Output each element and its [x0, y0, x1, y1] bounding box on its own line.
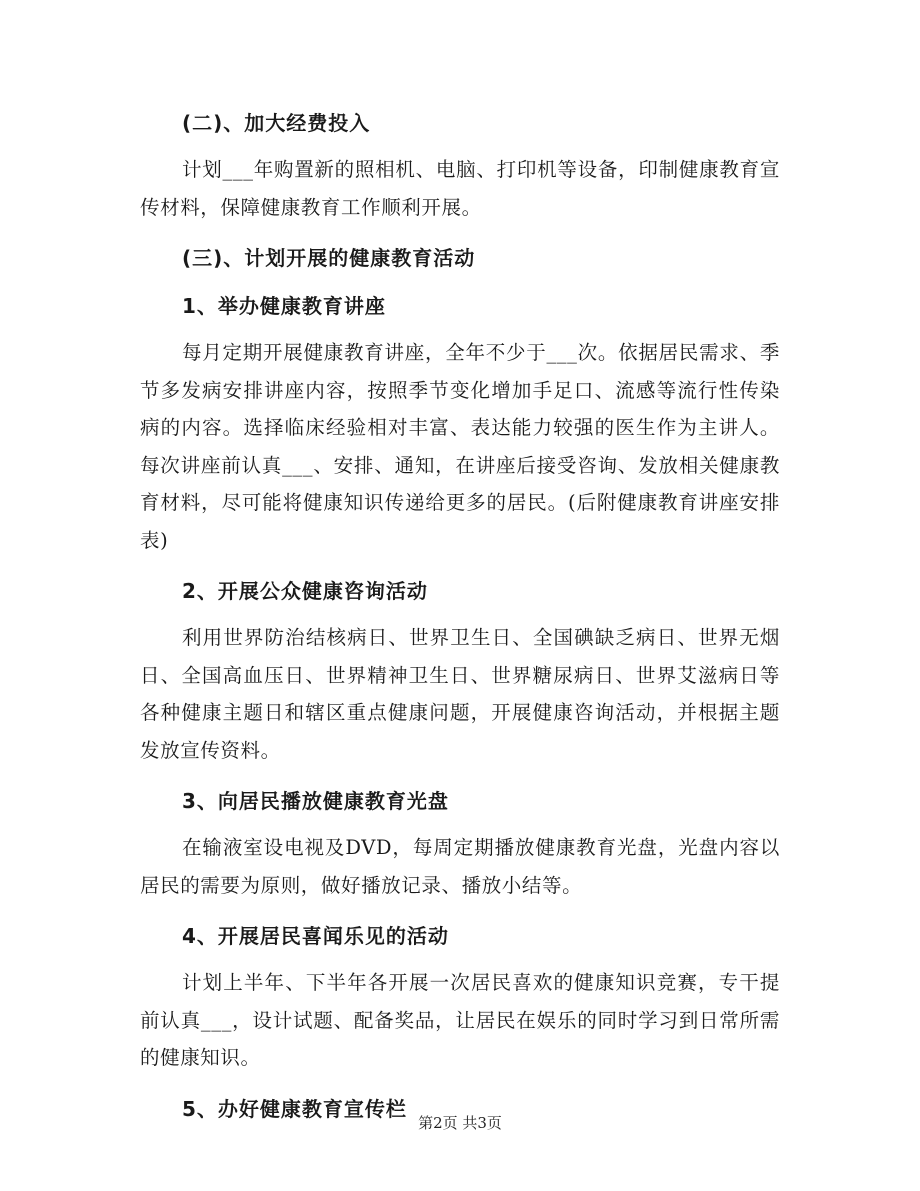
subheading-events: 4、开展居民喜闻乐见的活动 — [182, 924, 449, 948]
subheading-lectures: 1、举办健康教育讲座 — [182, 294, 386, 318]
subheading-discs: 3、向居民播放健康教育光盘 — [182, 789, 449, 813]
paragraph-funding: 计划___年购置新的照相机、电脑、打印机等设备，印制健康教育宣传材料，保障健康教育工作顺利开展。 — [140, 158, 780, 219]
paragraph-discs: 在输液室设电视及DVD，每周定期播放健康教育光盘，光盘内容以居民的需要为原则，做好播放记录、播放小结等。 — [140, 836, 780, 897]
section-heading-funding: (二)、加大经费投入 — [182, 111, 371, 135]
document-body — [140, 103, 780, 1137]
subheading-consultation: 2、开展公众健康咨询活动 — [182, 579, 428, 603]
subheading-bulletin-board: 5、办好健康教育宣传栏 — [182, 1096, 407, 1121]
section-heading-activities: (三)、计划开展的健康教育活动 — [182, 246, 476, 270]
paragraph-events: 计划上半年、下半年各开展一次居民喜欢的健康知识竞赛，专干提前认真___，设计试题、配备奖品，让居民在娱乐的同时学习到日常所需的健康知识。 — [140, 971, 780, 1069]
paragraph-lectures: 每月定期开展健康教育讲座，全年不少于___次。依据居民需求、季节多发病安排讲座内容，按照季节变化增加手足口、流感等流行性传染病的内容。选择临床经验相对丰富、表达能力较强的医生作为主讲人。每次讲座前认真___、安排、通知，在讲座后接受咨询、发放相关健康教育材料，尽可能将健康知识传递给更多的居民。(后附健康教育讲座安排表) — [140, 341, 780, 552]
page-number-footer: 第2页 共3页 — [418, 1114, 502, 1132]
paragraph-consultation: 利用世界防治结核病日、世界卫生日、全国碘缺乏病日、世界无烟日、全国高血压日、世界精神卫生日、世界糖尿病日、世界艾滋病日等各种健康主题日和辖区重点健康问题，开展健康咨询活动，并根据主题发放宣传资料。 — [140, 626, 780, 762]
